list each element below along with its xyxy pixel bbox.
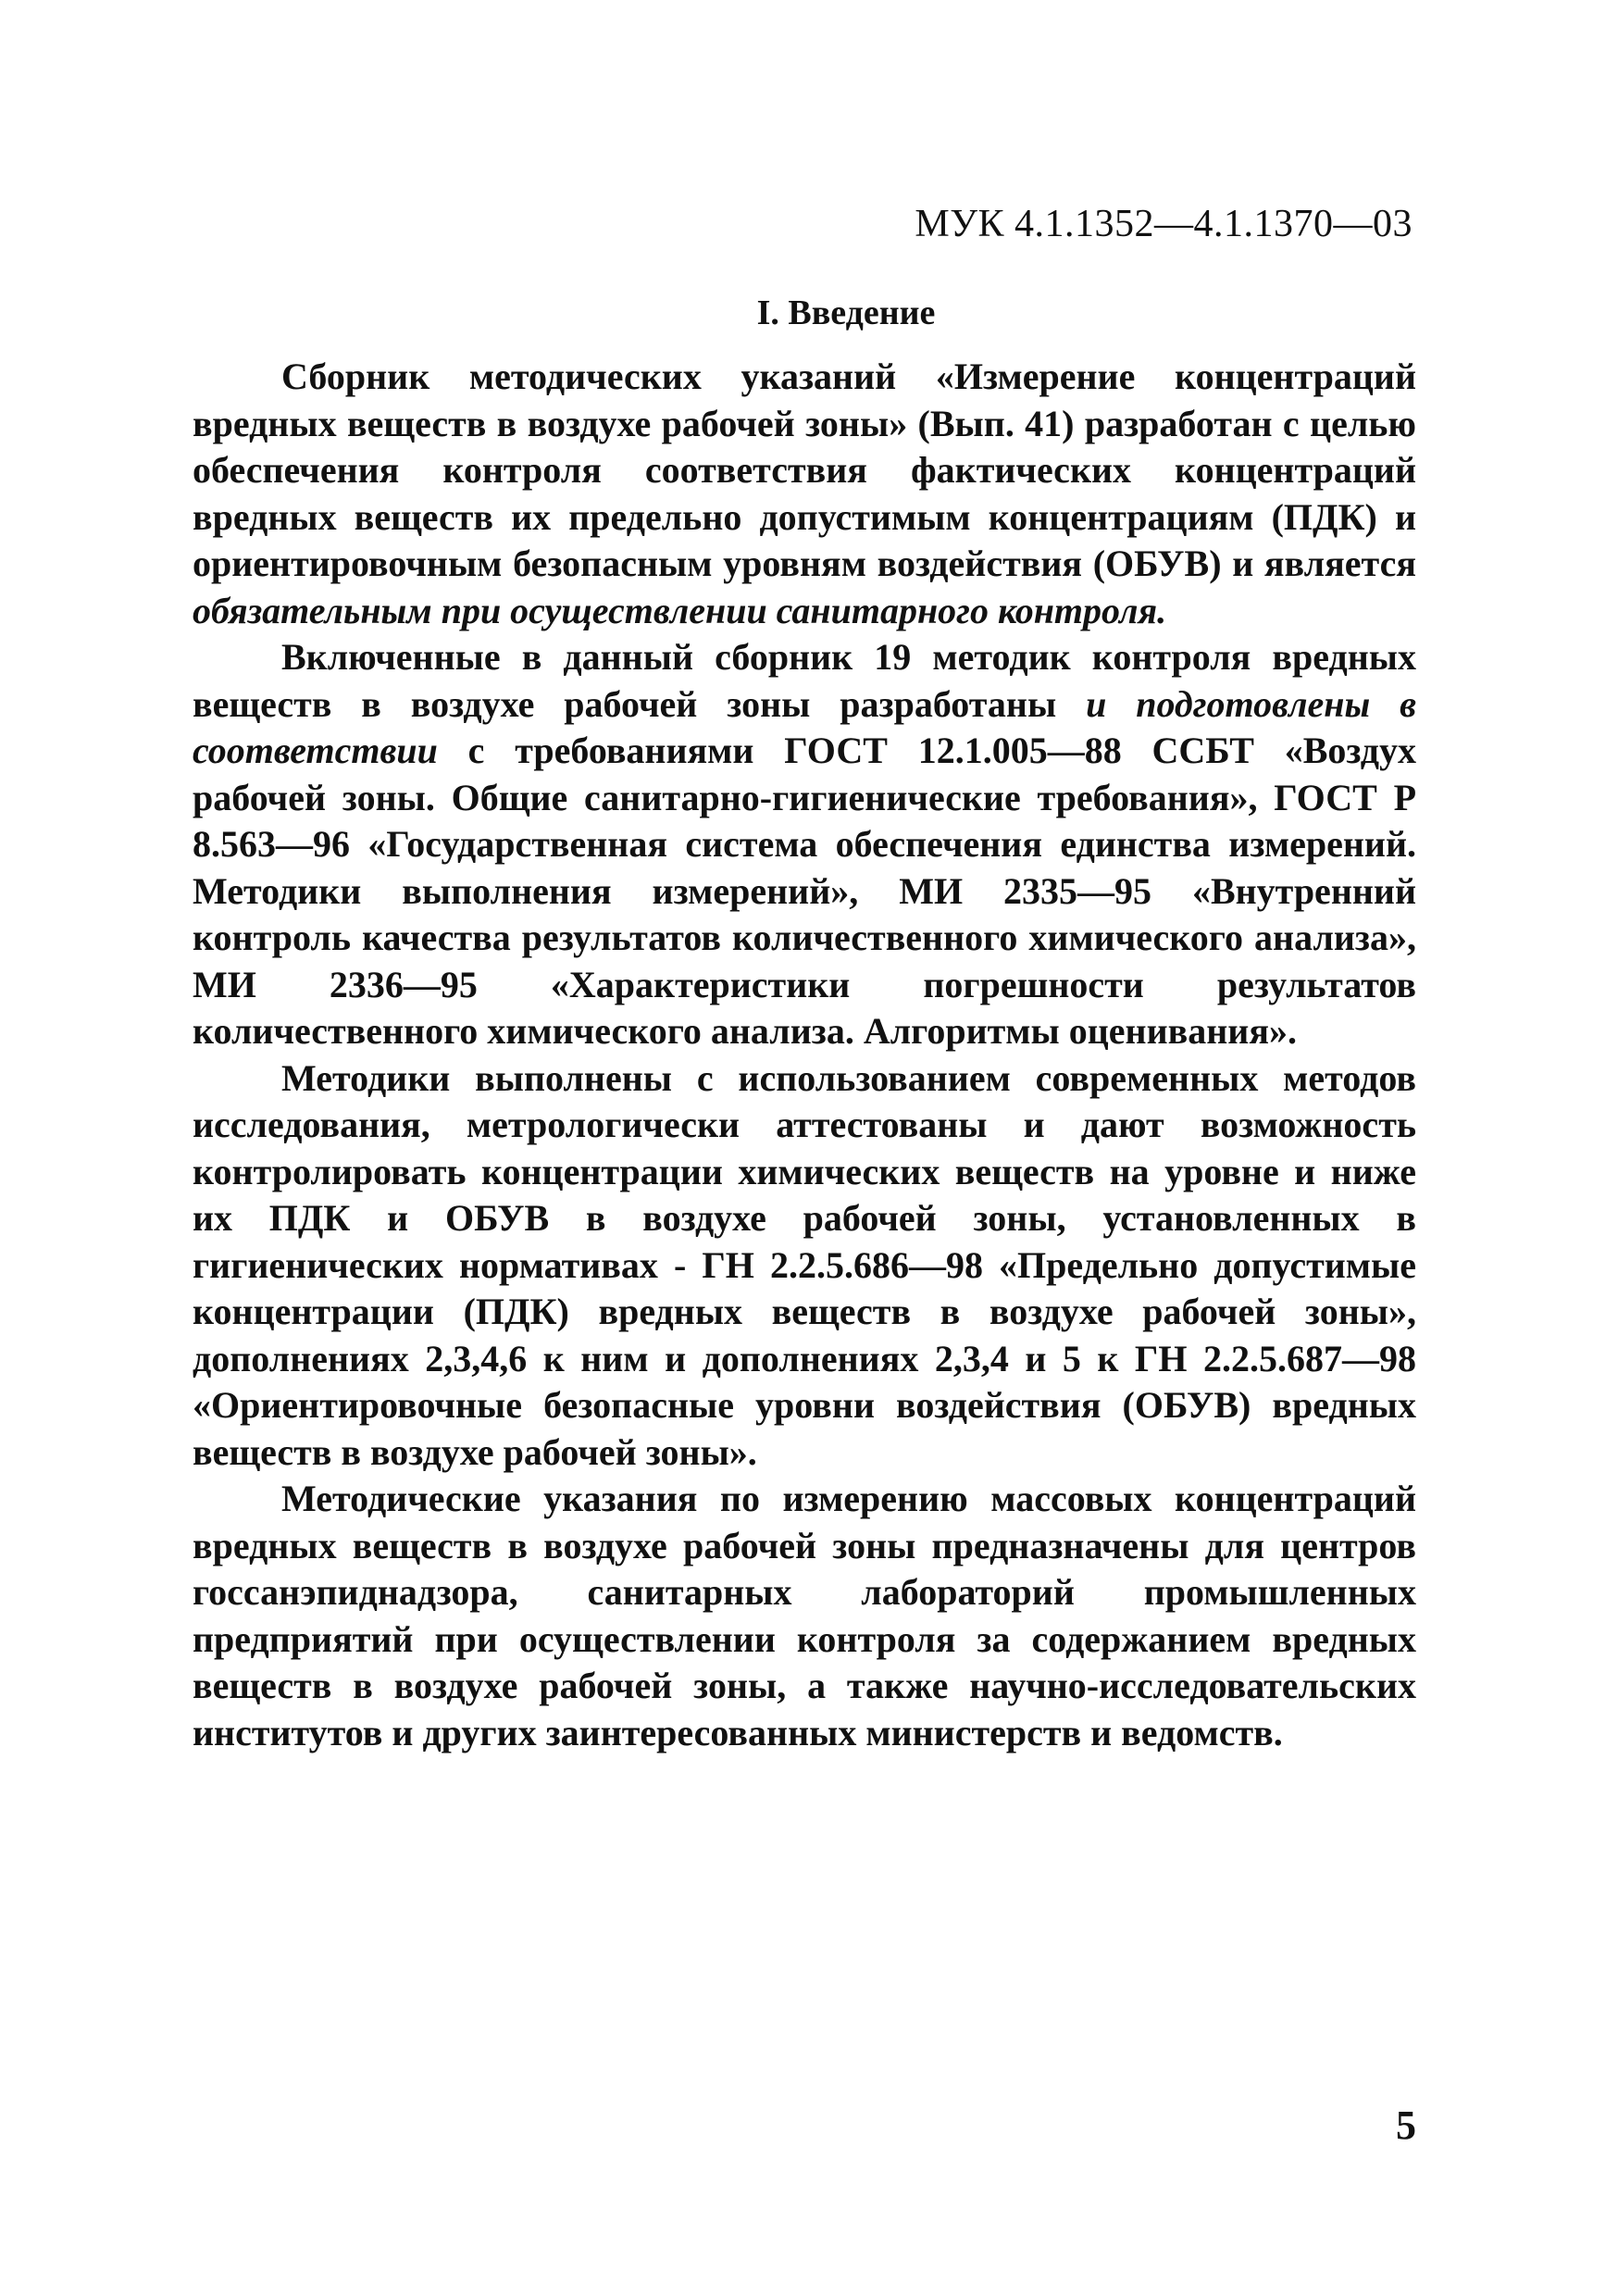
- paragraph-2-italic-text: и подготовлены в соответствии: [193, 682, 1416, 771]
- paragraph-2: [193, 634, 1416, 1055]
- paragraph-4: Методические указания по измерению массовых концентраций вредных веществ в воздухе рабочей зоны предназначены для центров госсанэпиднадзора, санитарных лабораторий промышленных предприятий при осуществлении контроля за содержанием вредных веществ в воздухе рабочей зоны, а также научно-исследовательских институтов и других заинтересованных министерств и ведомств.: [193, 1478, 1416, 1753]
- paragraph-2-rest-text: с требованиями ГОСТ 12.1.005—88 ССБТ «Воздух рабочей зоны. Общие санитарно-гигиенические требования», ГОСТ Р 8.563—96 «Государственная система обеспечения единства измерений. Методики выполнения измерений», МИ 2335—95 «Внутренний контроль качества результатов количественного химического анализа», МИ 2336—95 «Характеристики погрешности результатов количественного химического анализа. Алгоритмы оценивания».: [193, 730, 1416, 1052]
- paragraph-2-text: Включенные в данный сборник 19 методик контроля вредных веществ в воздухе рабочей зоны разработаны: [193, 636, 1416, 725]
- document-body: [193, 354, 1416, 1756]
- page-number: 5: [1396, 2103, 1416, 2148]
- paragraph-3: Методики выполнены с использованием современных методов исследования, метрологически аттестованы и дают возможность контролировать концентрации химических веществ на уровне и ниже их ПДК и ОБУВ в воздухе рабочей зоны, установленных в гигиенических нормативах - ГН 2.2.5.686—98 «Предельно допустимые концентрации (ПДК) вредных веществ в воздухе рабочей зоны», дополнениях 2,3,4,6 к ним и дополнениях 2,3,4 и 5 к ГН 2.2.5.687—98 «Ориентировочные безопасные уровни воздействия (ОБУВ) вредных веществ в воздухе рабочей зоны».: [193, 1056, 1416, 1473]
- paragraph-1: [193, 354, 1416, 634]
- paragraph-1-italic-text: обязательным при осуществлении санитарного контроля.: [193, 589, 1167, 631]
- section-heading: I. Введение: [756, 293, 936, 332]
- paragraph-1-text: Сборник методических указаний «Измерение концентраций вредных веществ в воздухе рабочей зоны» (Вып. 41) разработан с целью обеспечения контроля соответствия фактических концентраций вредных веществ их предельно допустимым концентрациям (ПДК) и ориентировочным безопасным уровням воздействия (ОБУВ) и является: [193, 356, 1416, 584]
- document-code: МУК 4.1.1352—4.1.1370—03: [915, 203, 1413, 245]
